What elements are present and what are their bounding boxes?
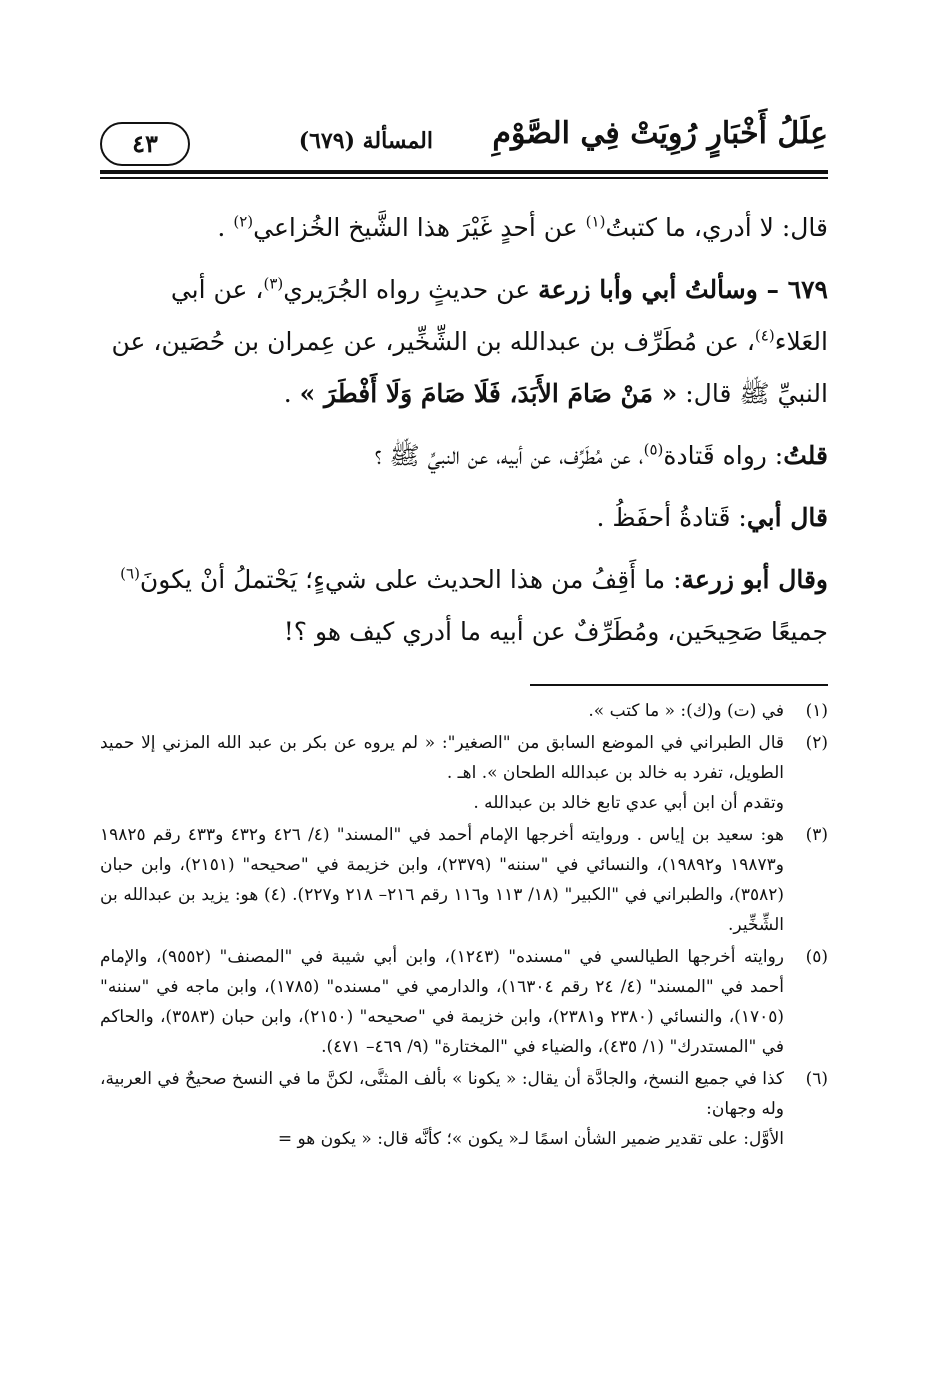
text-run: قال: لا أدري، ما كتبتُ xyxy=(605,213,828,242)
footnote-number: (٦) xyxy=(805,1068,828,1089)
page-header xyxy=(100,110,828,172)
issue-label: المسألة (٦٧٩) xyxy=(298,128,433,154)
footnote xyxy=(100,696,828,726)
footnote-body xyxy=(100,820,784,940)
header-rule-thin xyxy=(100,177,828,179)
footnote-ref: (٣) xyxy=(263,274,284,293)
header-rule-thick xyxy=(100,170,828,174)
text-run: ، عن مُطَرِّف بن عبدالله بن الشِّخِّير، عن عِمران بن حُصَين، عن النبيِّ ﷺ قال: xyxy=(111,327,828,408)
text-run: : قَتادةُ أحفَظُ . xyxy=(596,503,747,532)
page-number: ٤٣ xyxy=(100,122,190,166)
paragraph-4 xyxy=(100,492,828,544)
footnote-line: وتقدم أن ابن أبي عدي تابع خالد بن عبدالله . xyxy=(473,792,784,813)
footnote-separator xyxy=(530,684,828,686)
footnote-body xyxy=(100,1064,784,1154)
footnote-ref: (١) xyxy=(585,212,606,231)
footnote-ref: (٦) xyxy=(120,564,140,583)
footnote-ref: (٢) xyxy=(233,212,254,231)
running-title: عِلَلُ أَخْبَارٍ رُوِيَتْ فِي الصَّوْمِ xyxy=(492,116,828,151)
footnote xyxy=(100,942,828,1062)
footnote-line: في (ت) و(ك): « ما كتب ». xyxy=(588,700,784,721)
text-run: عن حديثٍ رواه الجُرَيري xyxy=(283,275,539,304)
footnote-ref: (٥) xyxy=(643,440,664,459)
paragraph-2 xyxy=(100,264,828,420)
paragraph-3 xyxy=(100,430,828,482)
text-run: . xyxy=(217,213,234,242)
speaker-lead: قلتُ xyxy=(783,441,828,470)
main-text xyxy=(100,202,828,658)
footnote-number: (١) xyxy=(805,700,828,721)
speaker-lead: وقال أبو زرعة xyxy=(681,565,828,594)
footnote-line: روايته أخرجها الطيالسي في "مسنده" (١٢٤٣)، وابن أبي شيبة في "المصنف" (٩٥٥٢)، والإمام أحمد في "المسند" (٤/ ٢٤ رقم ١٦٣٠٤)، والدارمي في "مسنده" (١٧٨٥)، وابن ماجه في "سننه" (١٧٠٥)، والنسائي (٢٣٨٠ و٢٣٨١)، وابن خزيمة في "صحيحه" (٢١٥٠)، وابن حبان (٣٥٨٣)، والحاكم في "المستدرك" (١/ ٤٣٥)، والضياء في "المختارة" (٩/ ٤٦٩– ٤٧١). xyxy=(100,946,784,1057)
hadith-quote: « مَنْ صَامَ الأَبَدَ، فَلَا صَامَ وَلَا أَفْطَرَ » xyxy=(299,379,678,408)
footnote-body xyxy=(100,942,784,1062)
text-run: ، عن أبي العَلاء xyxy=(170,275,828,356)
text-run: . xyxy=(283,379,300,408)
footnote-ref: (٤) xyxy=(754,326,775,345)
text-run: : ما أَقِفُ من هذا الحديث على شيءٍ؛ يَحْتملُ أنْ يكونَ xyxy=(139,565,682,594)
footnote-line: كذا في جميع النسخ، والجادَّة أن يقال: « يكونا » بألف المثنَّى، لكنَّ ما في النسخ صحيحٌ في العربية، وله وجهان: xyxy=(100,1068,784,1119)
text-run: عن أحدٍ غَيْرَ هذا الشَّيخ الخُزاعي xyxy=(253,213,586,242)
footnote-number: (٢) xyxy=(805,732,828,753)
footnote xyxy=(100,1064,828,1154)
footnotes xyxy=(100,696,828,1154)
footnote xyxy=(100,820,828,940)
issue-lead: ٦٧٩ – وسألتُ أبي وأبا زرعة xyxy=(538,275,828,304)
text-run: : رواه قَتادة xyxy=(663,441,784,470)
book-page xyxy=(100,110,828,1156)
text-run: ، عن مُطَرِّف، عن أبيه، عن النبيِّ ﷺ ؟ xyxy=(374,441,644,470)
footnote-number: (٥) xyxy=(805,946,828,967)
paragraph-1 xyxy=(100,202,828,254)
footnote-body xyxy=(100,696,784,726)
text-run: جميعًا صَحِيحَين، ومُطَرِّفٌ عن أبيه ما أدري كيف هو ؟! xyxy=(283,617,828,646)
speaker-lead: قال أبي xyxy=(746,503,828,532)
paragraph-5 xyxy=(100,554,828,658)
footnote-body xyxy=(100,728,784,818)
footnote-line: هو: سعيد بن إياس . وروايته أخرجها الإمام أحمد في "المسند" (٤/ ٤٢٦ و٤٣٢ و٤٣٣ رقم ١٩٨٢٥ و١٩٨٧٣ و١٩٨٩٢)، والنسائي في "سننه" (٢٣٧٩)، وابن خزيمة في "صحيحه" (٢١٥١)، وابن حبان (٣٥٨٢)، والطبراني في "الكبير" (١٨/ ١١٣ و١١٦ رقم ٢١٦– ٢١٨ و٢٢٧). (٤) هو: يزيد بن عبدالله بن الشِّخِّير. xyxy=(100,824,784,935)
footnote-line: الأوَّل: على تقدير ضمير الشأن اسمًا لـ« يكون »؛ كأنَّه قال: « يكون هو = xyxy=(277,1128,784,1149)
footnote-line: قال الطبراني في الموضع السابق من "الصغير": « لم يروه عن بكر بن عبد الله المزني إلا حميد الطويل، تفرد به خالد بن عبدالله الطحان ». اهـ . xyxy=(100,732,784,783)
footnote xyxy=(100,728,828,818)
footnote-number: (٣) xyxy=(805,824,828,845)
